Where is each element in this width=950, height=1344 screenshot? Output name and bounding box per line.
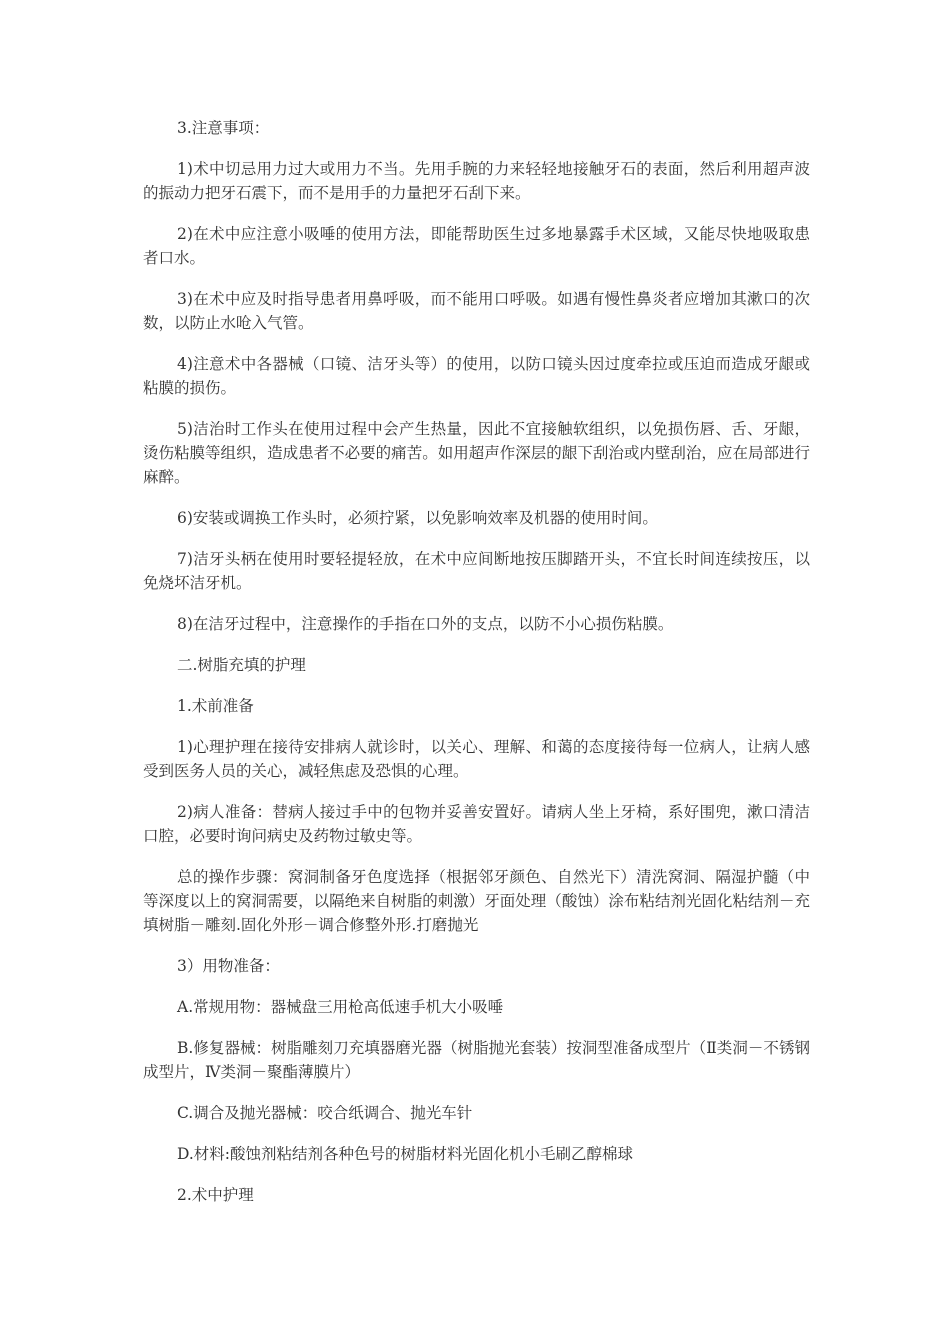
document-body <box>143 116 810 1224</box>
paragraph-procedure-steps: 总的操作步骤：窝洞制备牙色度选择（根据邻牙颜色、自然光下）清洗窝洞、隔湿护髓（中等深度以上的窝洞需要，以隔绝来自树脂的刺激）牙面处理（酸蚀）涂布粘结剂光固化粘结剂－充填树脂－雕刻.固化外形－调合修整外形.打磨抛光 <box>143 868 810 934</box>
paragraph-patient-prep: 2)病人准备：替病人接过手中的包物并妥善安置好。请病人坐上牙椅，系好围兜，漱口清洁口腔，必要时询问病史及药物过敏史等。 <box>143 803 810 845</box>
paragraph-supplies-b: B.修复器械：树脂雕刻刀充填器磨光器（树脂抛光套装）按洞型准备成型片（Ⅱ类洞－不锈钢成型片，Ⅳ类洞－聚酯薄膜片） <box>143 1039 810 1081</box>
paragraph-precaution-6: 6)安装或调换工作头时，必须拧紧，以免影响效率及机器的使用时间。 <box>177 509 658 527</box>
heading-precautions: 3.注意事项： <box>177 119 270 137</box>
paragraph-precaution-2: 2)在术中应注意小吸唾的使用方法，即能帮助医生过多地暴露手术区域，又能尽快地吸取患者口水。 <box>143 225 810 267</box>
paragraph-supplies-a: A.常规用物：器械盘三用枪高低速手机大小吸唾 <box>177 998 504 1016</box>
paragraph-precaution-3: 3)在术中应及时指导患者用鼻呼吸，而不能用口呼吸。如遇有慢性鼻炎者应增加其漱口的次数，以防止水呛入气管。 <box>143 290 810 332</box>
heading-preoperative-prep: 1.术前准备 <box>177 697 254 715</box>
paragraph-precaution-4: 4)注意术中各器械（口镜、洁牙头等）的使用，以防口镜头因过度牵拉或压迫而造成牙龈或粘膜的损伤。 <box>143 355 810 397</box>
paragraph-supplies-d: D.材料:酸蚀剂粘结剂各种色号的树脂材料光固化机小毛刷乙醇棉球 <box>177 1145 634 1163</box>
paragraph-psychological-care: 1)心理护理在接待安排病人就诊时，以关心、理解、和蔼的态度接待每一位病人，让病人感受到医务人员的关心，减轻焦虑及恐惧的心理。 <box>143 738 810 780</box>
paragraph-precaution-5: 5)洁治时工作头在使用过程中会产生热量，因此不宜接触软组织，以免损伤唇、舌、牙龈，烫伤粘膜等组织，造成患者不必要的痛苦。如用超声作深层的龈下刮治或内壁刮治，应在局部进行麻醉。 <box>143 420 810 486</box>
paragraph-precaution-8: 8)在洁牙过程中，注意操作的手指在口外的支点，以防不小心损伤粘膜。 <box>177 615 674 633</box>
heading-intraoperative-care: 2.术中护理 <box>177 1186 254 1204</box>
paragraph-supplies-c: C.调合及抛光器械：咬合纸调合、抛光车针 <box>177 1104 473 1122</box>
paragraph-precaution-1: 1)术中切忌用力过大或用力不当。先用手腕的力来轻轻地接触牙石的表面，然后利用超声波的振动力把牙石震下，而不是用手的力量把牙石刮下来。 <box>143 160 810 202</box>
heading-resin-filling-care: 二.树脂充填的护理 <box>177 656 306 674</box>
heading-supplies-prep: 3）用物准备： <box>177 957 280 975</box>
paragraph-precaution-7: 7)洁牙头柄在使用时要轻提轻放，在术中应间断地按压脚踏开头，不宜长时间连续按压，以免烧坏洁牙机。 <box>143 550 810 592</box>
